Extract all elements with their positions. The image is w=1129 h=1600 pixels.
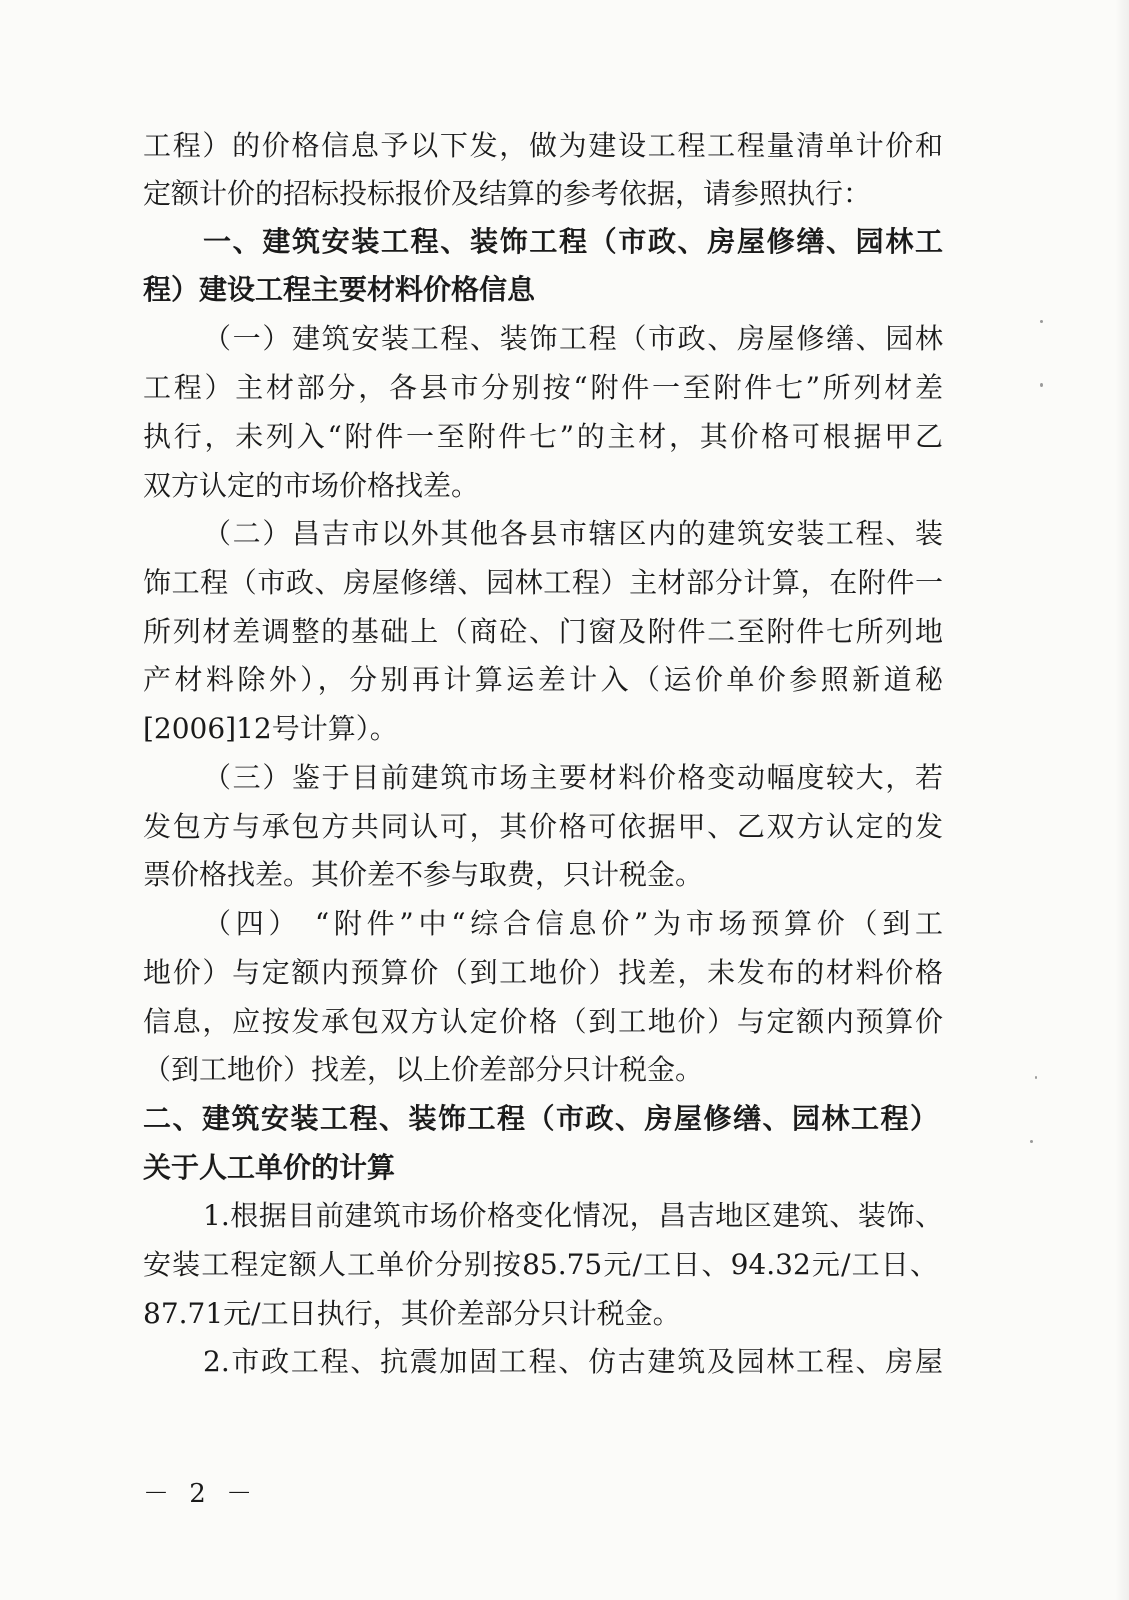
paragraph-line: 发包方与承包方共同认可，其价格可依据甲、乙双方认定的发 — [143, 810, 943, 843]
paragraph-line: 双方认定的市场价格找差。 — [143, 469, 480, 502]
paragraph-line: （一）建筑安装工程、装饰工程（市政、房屋修缮、园林 — [203, 322, 943, 355]
paragraph-line: 安装工程定额人工单价分别按85.75元/工日、94.32元/工日、 — [143, 1248, 938, 1281]
paragraph-line: 1.根据目前建筑市场价格变化情况，昌吉地区建筑、装饰、 — [203, 1199, 943, 1232]
paragraph-line: （二）昌吉市以外其他各县市辖区内的建筑安装工程、装 — [203, 517, 943, 550]
paragraph-line: 地价）与定额内预算价（到工地价）找差，未发布的材料价格 — [143, 956, 943, 989]
paragraph-line: 工程）主材部分，各县市分别按“附件一至附件七”所列材差 — [143, 371, 943, 404]
paragraph-line: 所列材差调整的基础上（商砼、门窗及附件二至附件七所列地 — [143, 615, 943, 648]
page-number: － 2 － — [143, 1479, 259, 1509]
paragraph-line: 2.市政工程、抗震加固工程、仿古建筑及园林工程、房屋 — [203, 1345, 943, 1378]
paragraph-line: 定额计价的招标投标报价及结算的参考依据，请参照执行： — [143, 177, 872, 210]
scan-speck — [1035, 1076, 1037, 1079]
paragraph-line: [2006]12号计算）。 — [143, 712, 398, 745]
paragraph-line: 产材料除外），分别再计算运差计入（运价单价参照新道秘 — [143, 663, 943, 696]
paragraph-line: 饰工程（市政、房屋修缮、园林工程）主材部分计算，在附件一 — [143, 566, 943, 599]
paragraph-line: 工程）的价格信息予以下发，做为建设工程工程量清单计价和 — [143, 129, 943, 162]
paragraph-line: （四） “附件”中“综合信息价”为市场预算价（到工 — [203, 907, 943, 940]
paragraph-line: 票价格找差。其价差不参与取费，只计税金。 — [143, 858, 704, 891]
scan-speck — [1030, 1140, 1033, 1143]
section-heading-line: 关于人工单价的计算 — [143, 1151, 396, 1184]
scan-speck — [1040, 383, 1043, 387]
scan-edge-shadow — [1115, 0, 1129, 1600]
paragraph-line: 执行，未列入“附件一至附件七”的主材，其价格可根据甲乙 — [143, 420, 943, 453]
paragraph-line: 信息，应按发承包双方认定价格（到工地价）与定额内预算价 — [143, 1005, 943, 1038]
section-heading-line: 程）建设工程主要材料价格信息 — [143, 273, 536, 306]
scan-speck — [1040, 320, 1043, 323]
paragraph-line: （到工地价）找差，以上价差部分只计税金。 — [143, 1053, 704, 1086]
paragraph-line: （三）鉴于目前建筑市场主要材料价格变动幅度较大，若 — [203, 761, 943, 794]
section-heading-line: 一、建筑安装工程、装饰工程（市政、房屋修缮、园林工 — [203, 225, 943, 258]
paragraph-line: 87.71元/工日执行，其价差部分只计税金。 — [143, 1297, 681, 1330]
section-heading-line: 二、建筑安装工程、装饰工程（市政、房屋修缮、园林工程） — [143, 1102, 938, 1135]
